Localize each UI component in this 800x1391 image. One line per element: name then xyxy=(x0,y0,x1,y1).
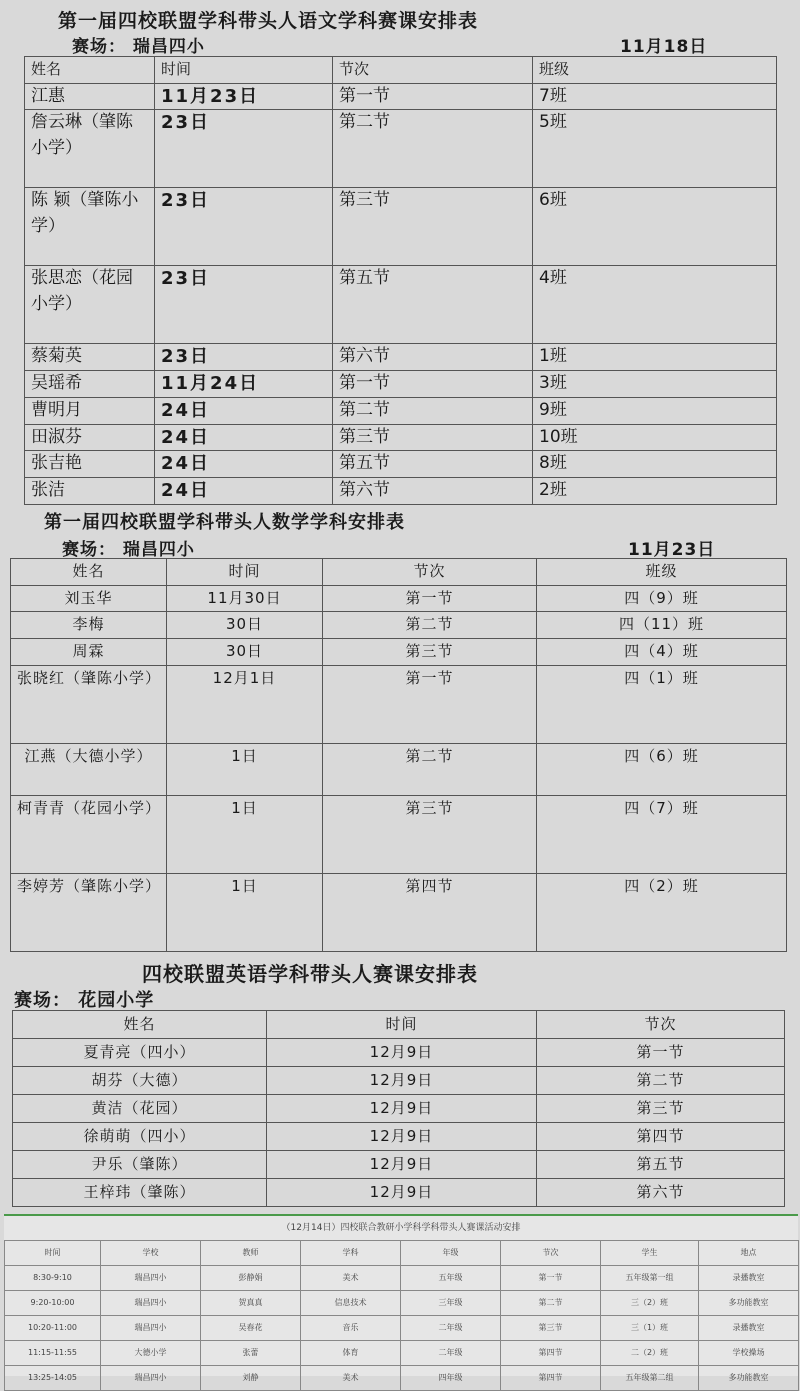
table-header-row xyxy=(25,57,777,84)
time-cell: 24日 xyxy=(155,397,333,424)
time-cell: 12月9日 xyxy=(267,1123,537,1151)
time-cell: 12月9日 xyxy=(267,1095,537,1123)
class-cell: 9班 xyxy=(533,397,777,424)
class-cell: 四（6）班 xyxy=(537,743,787,795)
cell: 刘静 xyxy=(201,1366,301,1391)
cell: 三（2）班 xyxy=(601,1291,699,1316)
cell: 美术 xyxy=(301,1266,401,1291)
cell: 瑞昌四小 xyxy=(101,1266,201,1291)
cell: 彭静娟 xyxy=(201,1266,301,1291)
arts-caption: （12月14日）四校联合教研小学科学科带头人赛课活动安排 xyxy=(281,1223,521,1233)
cell: 大德小学 xyxy=(101,1341,201,1366)
class-cell: 8班 xyxy=(533,451,777,478)
period-cell: 第五节 xyxy=(537,1151,785,1179)
cell: 四年级 xyxy=(401,1366,501,1391)
time-cell: 23日 xyxy=(155,110,333,188)
name-cell: 王梓玮（肇陈） xyxy=(13,1179,267,1207)
time-cell: 11月30日 xyxy=(167,585,323,612)
period-cell: 第五节 xyxy=(333,451,533,478)
cell: 瑞昌四小 xyxy=(101,1316,201,1341)
period-cell: 第五节 xyxy=(333,266,533,344)
name-cell: 柯青青（花园小学） xyxy=(11,795,167,873)
name-cell: 黄洁（花园） xyxy=(13,1095,267,1123)
time-cell: 24日 xyxy=(155,451,333,478)
table-row xyxy=(11,743,787,795)
name-cell: 詹云琳（肇陈小学） xyxy=(25,110,155,188)
table-row xyxy=(25,344,777,371)
table-row xyxy=(13,1179,785,1207)
cell: 第四节 xyxy=(501,1366,601,1391)
period-cell: 第四节 xyxy=(537,1123,785,1151)
class-cell: 2班 xyxy=(533,477,777,504)
cell: 贺真真 xyxy=(201,1291,301,1316)
header-cell: 时间 xyxy=(155,57,333,84)
cell: 8:30-9:10 xyxy=(5,1266,101,1291)
period-cell: 第六节 xyxy=(333,344,533,371)
header-cell: 年级 xyxy=(401,1241,501,1266)
time-cell: 12月9日 xyxy=(267,1067,537,1095)
table-row xyxy=(25,371,777,398)
math-title: 第一届四校联盟学科带头人数学学科安排表 xyxy=(44,512,405,533)
time-cell: 12月9日 xyxy=(267,1151,537,1179)
math-venue: 赛场： 瑞昌四小 xyxy=(62,540,195,560)
table-row xyxy=(25,110,777,188)
table-row xyxy=(25,83,777,110)
name-cell: 周霖 xyxy=(11,639,167,666)
time-cell: 12月9日 xyxy=(267,1039,537,1067)
table-row xyxy=(25,424,777,451)
header-cell: 姓名 xyxy=(13,1011,267,1039)
chinese-venue: 赛场： 瑞昌四小 xyxy=(72,37,205,57)
name-cell: 张思恋（花园小学） xyxy=(25,266,155,344)
header-cell: 节次 xyxy=(323,559,537,586)
time-cell: 11月23日 xyxy=(155,83,333,110)
period-cell: 第二节 xyxy=(333,397,533,424)
cell: 录播教室 xyxy=(699,1266,799,1291)
math-date: 11月23日 xyxy=(628,540,716,560)
cell: 第四节 xyxy=(501,1341,601,1366)
name-cell: 徐萌萌（四小） xyxy=(13,1123,267,1151)
table-header-row xyxy=(5,1241,799,1266)
period-cell: 第三节 xyxy=(323,639,537,666)
class-cell: 四（11）班 xyxy=(537,612,787,639)
name-cell: 张洁 xyxy=(25,477,155,504)
name-cell: 田淑芬 xyxy=(25,424,155,451)
table-row xyxy=(5,1341,799,1366)
table-row xyxy=(13,1067,785,1095)
cell: 瑞昌四小 xyxy=(101,1291,201,1316)
header-cell: 节次 xyxy=(501,1241,601,1266)
cell: 11:15-11:55 xyxy=(5,1341,101,1366)
header-cell: 姓名 xyxy=(25,57,155,84)
english-venue: 赛场： 花园小学 xyxy=(14,990,155,1011)
period-cell: 第一节 xyxy=(323,585,537,612)
cell: 五年级第二组 xyxy=(601,1366,699,1391)
time-cell: 1日 xyxy=(167,795,323,873)
class-cell: 四（2）班 xyxy=(537,873,787,951)
name-cell: 陈 颖（肇陈小学） xyxy=(25,188,155,266)
cell: 体育 xyxy=(301,1341,401,1366)
arts-schedule xyxy=(4,1214,798,1382)
name-cell: 李梅 xyxy=(11,612,167,639)
time-cell: 23日 xyxy=(155,266,333,344)
header-cell: 地点 xyxy=(699,1241,799,1266)
period-cell: 第六节 xyxy=(537,1179,785,1207)
name-cell: 张晓红（肇陈小学） xyxy=(11,665,167,743)
class-cell: 6班 xyxy=(533,188,777,266)
period-cell: 第六节 xyxy=(333,477,533,504)
period-cell: 第三节 xyxy=(333,424,533,451)
table-row xyxy=(13,1095,785,1123)
time-cell: 24日 xyxy=(155,477,333,504)
name-cell: 吴瑶希 xyxy=(25,371,155,398)
cell: 五年级 xyxy=(401,1266,501,1291)
cell: 学校操场 xyxy=(699,1341,799,1366)
header-cell: 学科 xyxy=(301,1241,401,1266)
name-cell: 张吉艳 xyxy=(25,451,155,478)
period-cell: 第一节 xyxy=(537,1039,785,1067)
cell: 10:20-11:00 xyxy=(5,1316,101,1341)
header-cell: 时间 xyxy=(167,559,323,586)
table-row xyxy=(25,266,777,344)
table-row xyxy=(25,188,777,266)
cell: 音乐 xyxy=(301,1316,401,1341)
english-table xyxy=(12,1010,785,1207)
class-cell: 四（9）班 xyxy=(537,585,787,612)
cell: 三年级 xyxy=(401,1291,501,1316)
class-cell: 3班 xyxy=(533,371,777,398)
table-row xyxy=(5,1291,799,1316)
time-cell: 12月9日 xyxy=(267,1179,537,1207)
cell: 第三节 xyxy=(501,1316,601,1341)
chinese-table xyxy=(24,56,777,505)
period-cell: 第一节 xyxy=(323,665,537,743)
header-cell: 教师 xyxy=(201,1241,301,1266)
table-row xyxy=(11,639,787,666)
english-title: 四校联盟英语学科带头人赛课安排表 xyxy=(142,962,478,986)
period-cell: 第二节 xyxy=(537,1067,785,1095)
name-cell: 蔡菊英 xyxy=(25,344,155,371)
period-cell: 第三节 xyxy=(537,1095,785,1123)
class-cell: 7班 xyxy=(533,83,777,110)
cell: 五年级第一组 xyxy=(601,1266,699,1291)
period-cell: 第四节 xyxy=(323,873,537,951)
header-cell: 班级 xyxy=(533,57,777,84)
cell: 13:25-14:05 xyxy=(5,1366,101,1391)
time-cell: 30日 xyxy=(167,639,323,666)
table-row xyxy=(5,1266,799,1291)
period-cell: 第二节 xyxy=(323,743,537,795)
header-cell: 时间 xyxy=(5,1241,101,1266)
arts-table xyxy=(4,1240,799,1391)
table-row xyxy=(5,1316,799,1341)
cell: 信息技术 xyxy=(301,1291,401,1316)
cell: 录播教室 xyxy=(699,1316,799,1341)
table-row xyxy=(25,477,777,504)
period-cell: 第三节 xyxy=(323,795,537,873)
header-cell: 班级 xyxy=(537,559,787,586)
name-cell: 胡芬（大德） xyxy=(13,1067,267,1095)
time-cell: 23日 xyxy=(155,344,333,371)
cell: 美术 xyxy=(301,1366,401,1391)
cell: 多功能教室 xyxy=(699,1291,799,1316)
table-row xyxy=(5,1366,799,1391)
name-cell: 夏青亮（四小） xyxy=(13,1039,267,1067)
period-cell: 第一节 xyxy=(333,371,533,398)
table-row xyxy=(11,612,787,639)
header-cell: 学生 xyxy=(601,1241,699,1266)
time-cell: 24日 xyxy=(155,424,333,451)
class-cell: 10班 xyxy=(533,424,777,451)
name-cell: 尹乐（肇陈） xyxy=(13,1151,267,1179)
name-cell: 刘玉华 xyxy=(11,585,167,612)
cell: 二年级 xyxy=(401,1316,501,1341)
name-cell: 江惠 xyxy=(25,83,155,110)
period-cell: 第二节 xyxy=(323,612,537,639)
class-cell: 5班 xyxy=(533,110,777,188)
name-cell: 曹明月 xyxy=(25,397,155,424)
cell: 第二节 xyxy=(501,1291,601,1316)
time-cell: 12月1日 xyxy=(167,665,323,743)
chinese-title: 第一届四校联盟学科带头人语文学科赛课安排表 xyxy=(58,10,479,32)
header-cell: 节次 xyxy=(537,1011,785,1039)
class-cell: 四（7）班 xyxy=(537,795,787,873)
time-cell: 1日 xyxy=(167,873,323,951)
cell: 二年级 xyxy=(401,1341,501,1366)
table-row xyxy=(11,585,787,612)
cell: 9:20-10:00 xyxy=(5,1291,101,1316)
header-cell: 节次 xyxy=(333,57,533,84)
table-row xyxy=(11,665,787,743)
table-row xyxy=(25,451,777,478)
time-cell: 1日 xyxy=(167,743,323,795)
class-cell: 四（4）班 xyxy=(537,639,787,666)
table-row xyxy=(11,873,787,951)
cell: 吴春花 xyxy=(201,1316,301,1341)
class-cell: 4班 xyxy=(533,266,777,344)
name-cell: 江燕（大德小学） xyxy=(11,743,167,795)
class-cell: 1班 xyxy=(533,344,777,371)
table-header-row xyxy=(11,559,787,586)
class-cell: 四（1）班 xyxy=(537,665,787,743)
table-row xyxy=(11,795,787,873)
time-cell: 11月24日 xyxy=(155,371,333,398)
table-header-row xyxy=(13,1011,785,1039)
header-cell: 学校 xyxy=(101,1241,201,1266)
period-cell: 第三节 xyxy=(333,188,533,266)
chinese-date: 11月18日 xyxy=(620,37,708,57)
name-cell: 李婷芳（肇陈小学） xyxy=(11,873,167,951)
cell: 第一节 xyxy=(501,1266,601,1291)
header-cell: 时间 xyxy=(267,1011,537,1039)
time-cell: 30日 xyxy=(167,612,323,639)
time-cell: 23日 xyxy=(155,188,333,266)
math-table xyxy=(10,558,787,952)
table-row xyxy=(13,1151,785,1179)
table-row xyxy=(13,1039,785,1067)
table-row xyxy=(13,1123,785,1151)
period-cell: 第二节 xyxy=(333,110,533,188)
header-cell: 姓名 xyxy=(11,559,167,586)
period-cell: 第一节 xyxy=(333,83,533,110)
cell: 二（2）班 xyxy=(601,1341,699,1366)
cell: 多功能教室 xyxy=(699,1366,799,1391)
table-row xyxy=(25,397,777,424)
cell: 瑞昌四小 xyxy=(101,1366,201,1391)
cell: 三（1）班 xyxy=(601,1316,699,1341)
cell: 张蕾 xyxy=(201,1341,301,1366)
